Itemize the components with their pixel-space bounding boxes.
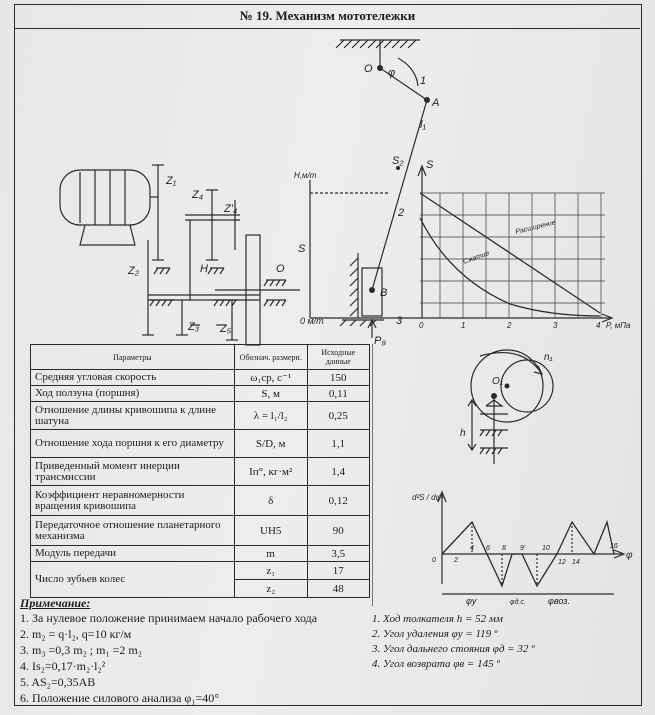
p-tick-1: 1	[461, 321, 466, 330]
parameters-table	[30, 344, 370, 598]
param-value: 0,11	[307, 386, 369, 402]
label-link-3: 3	[396, 315, 403, 327]
label-acc-y: d²S / dφ²	[412, 493, 444, 502]
note-item: 1. За нулевое положение принимаем начало рабочего хода	[20, 611, 318, 625]
cam-tick-0: 0	[432, 557, 436, 564]
cam-tick-4: 4	[470, 545, 474, 552]
label-phi-axis: φ	[626, 550, 633, 561]
label-z5: Z₅	[220, 323, 232, 335]
label-s-axis: S	[426, 159, 434, 171]
label-expansion: Расширение	[514, 219, 557, 236]
param-name: Число зубьев колес	[31, 562, 235, 598]
label-l1: l₁	[420, 119, 426, 131]
label-phase-dwell: φд.с.	[510, 599, 526, 606]
cam-tick-14: 14	[572, 559, 580, 566]
param-value: 17	[307, 562, 369, 580]
label-link-2: 2	[398, 207, 405, 219]
p-tick-0: 0	[419, 321, 424, 330]
table-header-row	[31, 345, 370, 370]
label-point-a: A	[432, 97, 440, 109]
cam-note-item: 1. Ход толкателя h = 52 мм	[372, 613, 503, 625]
note-item: 4. Is₂=0,17·m₂·l₂²	[20, 659, 106, 673]
param-name: Ход ползуна (поршня)	[31, 386, 235, 402]
param-symbol: UH5	[234, 516, 307, 546]
label-phase-up: φу	[466, 596, 477, 606]
cam-tick-9p: 9'	[520, 545, 526, 552]
param-symbol: m	[234, 546, 307, 562]
note-item: 6. Положение силового анализа φ₁=40°	[20, 691, 220, 705]
label-z1: Z₁	[166, 175, 177, 187]
param-value: 90	[307, 516, 369, 546]
param-name: Отношение хода поршня к его диаметру	[31, 430, 235, 458]
label-link-1: 1	[420, 75, 427, 87]
header-value: Исходные данные	[307, 345, 369, 370]
label-s2: S₂	[392, 155, 404, 167]
cam-tick-2: 2	[454, 557, 458, 564]
label-h-mm: H,м/т	[294, 171, 317, 180]
table-row	[31, 402, 370, 430]
table-row	[31, 458, 370, 486]
param-value: 3,5	[307, 546, 369, 562]
param-name: Средняя угловая скорость	[31, 370, 235, 386]
param-symbol: S, м	[234, 386, 307, 402]
label-carrier-h: H	[200, 263, 208, 275]
table-row	[31, 486, 370, 516]
param-name: Приведенный момент инерции трансмиссии	[31, 458, 235, 486]
param-value: 1,1	[307, 430, 369, 458]
p-tick-2: 2	[507, 321, 512, 330]
table-row	[31, 562, 370, 580]
cam-tick-12: 12	[558, 559, 566, 566]
label-point-o: O	[364, 63, 373, 75]
cam-tick-10: 10	[542, 545, 550, 552]
param-name: Модуль передачи	[31, 546, 235, 562]
param-symbol: λ = l₁/l₂	[234, 402, 307, 430]
cam-tick-8: 8	[502, 545, 506, 552]
param-symbol: Iп°, кг·м²	[234, 458, 307, 486]
param-symbol: z₂	[234, 580, 307, 598]
param-symbol: δ	[234, 486, 307, 516]
param-name: Отношение длины кривошипа к длине шатуна	[31, 402, 235, 430]
table-row	[31, 430, 370, 458]
label-o1: O₁	[492, 376, 503, 387]
param-symbol: z₁	[234, 562, 307, 580]
header-params: Параметры	[31, 345, 235, 370]
param-name: Передаточное отношение планетарного механизма	[31, 516, 235, 546]
cam-note-item: 4. Угол возврата φв = 145 º	[372, 658, 500, 670]
note-item: 5. AS₂=0,35AB	[20, 675, 96, 689]
param-symbol: ω₁ср, с⁻¹	[234, 370, 307, 386]
cam-note-item: 3. Угол дальнего стояния φд = 32 º	[372, 643, 535, 655]
label-phase-return: φвоз.	[548, 596, 570, 606]
param-value: 48	[307, 580, 369, 598]
page-title: № 19. Механизм мототележки	[239, 8, 416, 23]
p-tick-3: 3	[553, 321, 558, 330]
label-h: h	[460, 428, 466, 439]
label-angle-phi: φ	[388, 67, 396, 79]
table-row	[31, 370, 370, 386]
table-row	[31, 516, 370, 546]
param-value: 150	[307, 370, 369, 386]
label-compression: Сжатие	[462, 249, 491, 266]
p-tick-4: 4	[596, 321, 601, 330]
cam-diagram	[372, 344, 640, 606]
label-p-axis: P, мПа	[606, 321, 631, 330]
param-value: 1,4	[307, 458, 369, 486]
label-force: P₈	[374, 335, 386, 347]
label-s-stroke: S	[298, 243, 306, 255]
slider-crank-diagram	[280, 28, 640, 348]
note-item: 3. m₃ =0,3 m₂ ; m₁ =2 m₂	[20, 643, 142, 657]
cam-note-item: 2. Угол удаления φу = 119 º	[372, 628, 498, 640]
label-n1: n₁	[544, 352, 553, 363]
note-item: 2. m₂ = q·l₂, q=10 кг/м	[20, 627, 132, 641]
label-z4-prime: Z'₄	[224, 203, 238, 215]
table-row	[31, 386, 370, 402]
label-point-b: B	[380, 287, 388, 299]
cam-tick-16: 16	[610, 543, 618, 550]
notes-heading: Примечание:	[20, 596, 91, 610]
table-row	[31, 546, 370, 562]
label-z3: Z₃	[188, 321, 200, 333]
label-z4: Z₄	[192, 189, 204, 201]
param-symbol: S/D, м	[234, 430, 307, 458]
label-zero-mm: 0 м/т	[300, 316, 324, 326]
param-name: Коэффициент неравномерности вращения кривошипа	[31, 486, 235, 516]
gear-train-diagram	[40, 150, 310, 350]
label-output-o: O	[276, 263, 285, 275]
param-value: 0,25	[307, 402, 369, 430]
label-z2: Z₂	[128, 265, 139, 277]
param-value: 0,12	[307, 486, 369, 516]
header-symbol: Обознач. размерн.	[234, 345, 307, 370]
cam-tick-6: 6	[486, 545, 490, 552]
